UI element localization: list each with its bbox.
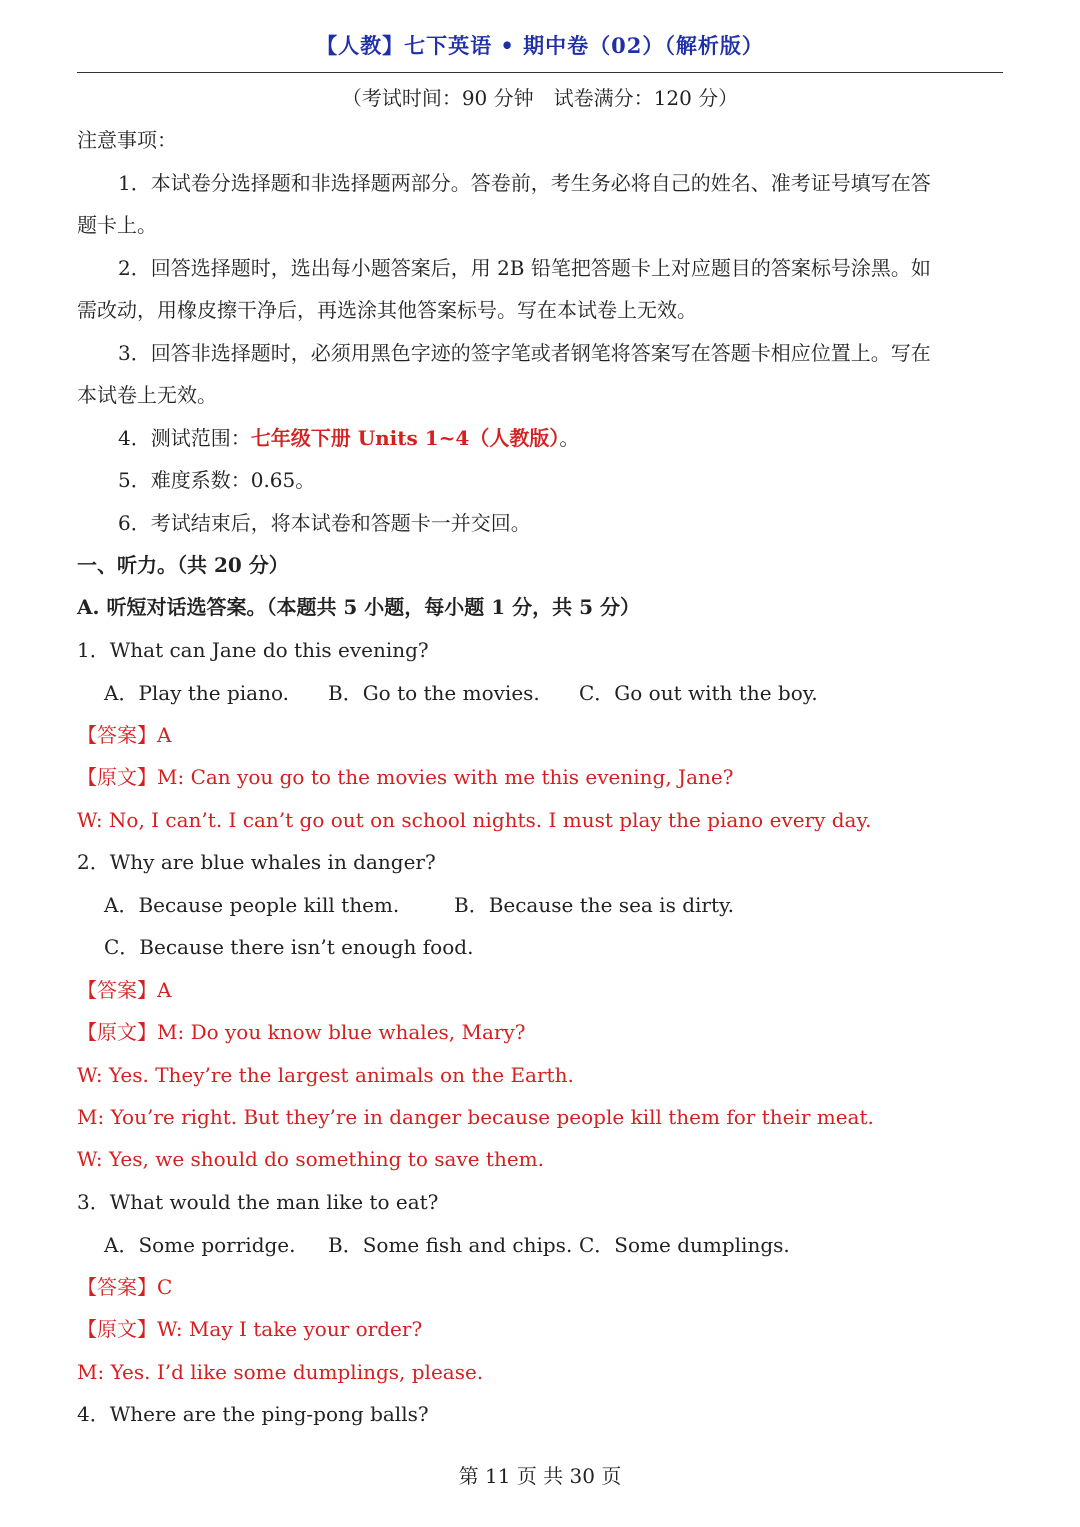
answer-value: A bbox=[157, 723, 172, 747]
q3-script-line-2: M: Yes. I’d like some dumplings, please. bbox=[77, 1360, 484, 1384]
note-item-1-cont: 题卡上。 bbox=[77, 213, 157, 237]
q2-option-c: C．Because there isn’t enough food. bbox=[104, 935, 474, 959]
part-a-heading: A. 听短对话选答案。（本题共 5 小题，每小题 1 分，共 5 分） bbox=[77, 595, 640, 619]
note-item-2-cont: 需改动，用橡皮擦干净后，再选涂其他答案标号。写在本试卷上无效。 bbox=[77, 298, 697, 322]
script-label: 【原文】 bbox=[77, 1317, 157, 1341]
question-1: 1．What can Jane do this evening? bbox=[77, 638, 429, 662]
question-2: 2．Why are blue whales in danger? bbox=[77, 850, 436, 874]
header-title: 【人教】七下英语 • 期中卷（02）（解析版） bbox=[316, 33, 764, 58]
note-item-4-prefix: 4．测试范围： bbox=[118, 426, 251, 450]
q3-option-c: C．Some dumplings. bbox=[579, 1233, 790, 1257]
section-heading-listening: 一、听力。（共 20 分） bbox=[77, 553, 289, 577]
test-range: 七年级下册 Units 1~4（人教版） bbox=[250, 426, 560, 450]
answer-label: 【答案】 bbox=[77, 723, 157, 747]
q2-option-b: B．Because the sea is dirty. bbox=[454, 893, 734, 917]
q2-answer bbox=[77, 976, 1007, 1004]
question-4: 4．Where are the ping-pong balls? bbox=[77, 1402, 429, 1426]
note-item-6: 6．考试结束后，将本试卷和答题卡一并交回。 bbox=[118, 511, 531, 535]
script-text: M: Can you go to the movies with me this evening, Jane? bbox=[157, 765, 734, 789]
note-item-4-suffix: 。 bbox=[559, 426, 580, 450]
q2-script-line-1 bbox=[77, 1018, 1007, 1046]
q1-option-a: A．Play the piano. bbox=[104, 681, 290, 705]
q3-script-line-1 bbox=[77, 1315, 1007, 1343]
script-text: W: May I take your order? bbox=[157, 1317, 423, 1341]
header-divider bbox=[77, 72, 1003, 73]
q1-answer bbox=[77, 721, 1007, 749]
page-number: 第 11 页 共 30 页 bbox=[458, 1464, 622, 1488]
q2-script-line-4: W: Yes, we should do something to save them. bbox=[77, 1147, 544, 1171]
script-label: 【原文】 bbox=[77, 765, 157, 789]
q1-script-line-2: W: No, I can’t. I can’t go out on school nights. I must play the piano every day. bbox=[77, 808, 872, 832]
script-label: 【原文】 bbox=[77, 1020, 157, 1044]
note-item-4 bbox=[118, 424, 1048, 452]
note-item-2: 2．回答选择题时，选出每小题答案后，用 2B 铅笔把答题卡上对应题目的答案标号涂黑。如 bbox=[118, 256, 931, 280]
q3-answer bbox=[77, 1273, 1007, 1301]
q1-option-b: B．Go to the movies. bbox=[328, 681, 540, 705]
q2-script-line-3: M: You’re right. But they’re in danger because people kill them for their meat. bbox=[77, 1105, 874, 1129]
q3-option-a: A．Some porridge. bbox=[104, 1233, 296, 1257]
answer-label: 【答案】 bbox=[77, 1275, 157, 1299]
answer-value: A bbox=[157, 978, 172, 1002]
q3-option-b: B．Some fish and chips. bbox=[328, 1233, 573, 1257]
answer-label: 【答案】 bbox=[77, 978, 157, 1002]
question-3: 3．What would the man like to eat? bbox=[77, 1190, 439, 1214]
note-item-3-cont: 本试卷上无效。 bbox=[77, 383, 217, 407]
q1-script-line-1 bbox=[77, 763, 1007, 791]
note-item-5: 5．难度系数：0.65。 bbox=[118, 468, 316, 492]
script-text: M: Do you know blue whales, Mary? bbox=[157, 1020, 526, 1044]
note-item-1: 1．本试卷分选择题和非选择题两部分。答卷前，考生务必将自己的姓名、准考证号填写在答 bbox=[118, 171, 931, 195]
notes-heading: 注意事项： bbox=[77, 128, 177, 152]
note-item-3: 3．回答非选择题时，必须用黑色字迹的签字笔或者钢笔将答案写在答题卡相应位置上。写在 bbox=[118, 341, 931, 365]
q1-option-c: C．Go out with the boy. bbox=[579, 681, 818, 705]
q2-script-line-2: W: Yes. They’re the largest animals on the Earth. bbox=[77, 1063, 574, 1087]
q2-option-a: A．Because people kill them. bbox=[104, 893, 400, 917]
exam-info: （考试时间：90 分钟 试卷满分：120 分） bbox=[341, 86, 739, 110]
answer-value: C bbox=[157, 1275, 173, 1299]
